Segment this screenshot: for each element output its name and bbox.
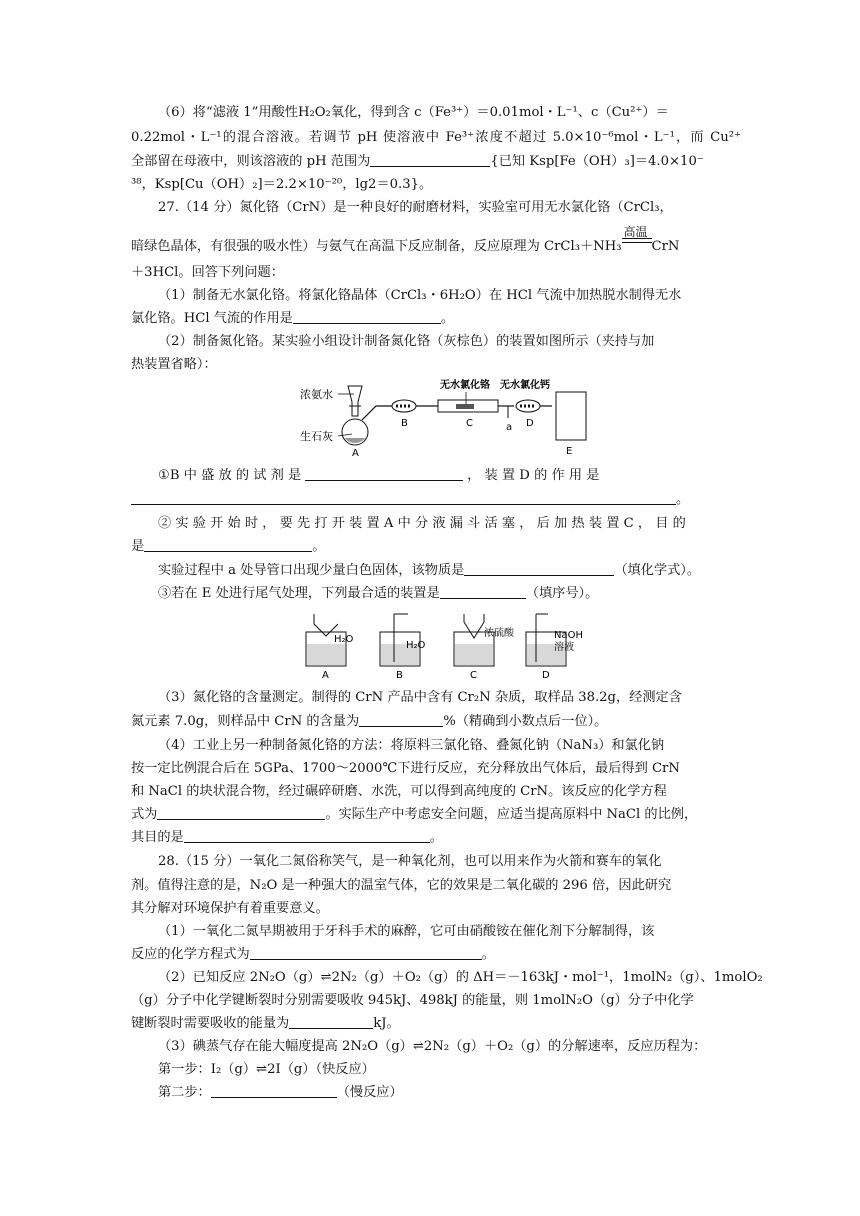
answer-blank-white-solid[interactable] bbox=[464, 561, 614, 576]
q27-4-line5 bbox=[131, 828, 741, 848]
q27-3-line2 bbox=[131, 712, 741, 732]
decomp-text: 反应的化学方程式为 bbox=[131, 947, 250, 962]
label-D: D bbox=[526, 418, 534, 429]
funnel-c bbox=[464, 614, 484, 638]
separatory-funnel bbox=[348, 386, 362, 416]
q28-title-line2: 剂。值得注意的是，N₂O 是一种强大的温室气体，它的效果是二氧化碳的 296 倍，因此研究 bbox=[131, 878, 672, 893]
q28-1-line1: （1）一氧化二氮早期被用于牙科手术的麻醉，它可由硝酸铵在催化剂下分解制得，该 bbox=[158, 924, 655, 939]
q27-2-sub3 bbox=[158, 584, 741, 604]
white-solid-text: 实验过程中 a 处导管口出现少量白色固体，该物质是 bbox=[158, 563, 465, 578]
q26-6-line4: ³⁸，Ksp[Cu（OH）₂]＝2.2×10⁻²⁰，lg2＝0.3}。 bbox=[131, 177, 433, 192]
equation-text: 式为 bbox=[131, 807, 158, 822]
q28-3-step2 bbox=[158, 1083, 768, 1103]
q28-title-line1: 28.（15 分）一氧化二氮俗称笑气，是一种氧化剂，也可以用来作为火箭和赛车的氧化 bbox=[158, 854, 662, 869]
q27-2-sub2-line1: ② 实 验 开 始 时 ， 要 先 打 开 装 置 A 中 分 液 漏 斗 活 塞 ， 后 加 热 装 置 C ， 目 的 bbox=[158, 516, 686, 531]
answer-blank-d-role[interactable] bbox=[131, 490, 676, 505]
precision-note: %（精确到小数点后一位）。 bbox=[443, 714, 608, 729]
answer-blank-crn-content[interactable] bbox=[359, 712, 443, 727]
label-device-C: C bbox=[470, 670, 477, 680]
q26-6-line2: 0.22mol・L⁻¹的混合溶液。若调节 pH 使溶液中 Fe³⁺浓度不超过 5.0×10⁻⁶mol・L⁻¹，而 Cu²⁺ bbox=[131, 130, 741, 145]
beaker-d-label-2: 溶液 bbox=[554, 642, 574, 653]
sub1-text-b: ①B 中 盛 放 的 试 剂 是 bbox=[158, 468, 302, 483]
q27-title-line1: 27.（14 分）氮化铬（CrN）是一种良好的耐磨材料，实验室可用无水氯化铬（CrCl₃， bbox=[158, 200, 673, 215]
label-anhydrous-cacl2: 无水氯化钙 bbox=[500, 380, 550, 391]
reaction-condition: 高温 bbox=[623, 225, 648, 239]
q27-title-line3: ＋3HCl。回答下列问题： bbox=[131, 265, 284, 280]
q27-2-sub2-line3 bbox=[158, 561, 741, 581]
q27-4-line4 bbox=[131, 805, 741, 825]
answer-blank-b-reagent[interactable] bbox=[305, 466, 463, 481]
label-A: A bbox=[352, 448, 359, 458]
q27-2-line2: 热装置省略）： bbox=[131, 357, 217, 372]
funnel-a bbox=[314, 614, 338, 636]
q27-1-text: 氯化铬。HCl 气流的作用是 bbox=[131, 311, 293, 326]
beaker-b-label: H₂O bbox=[406, 640, 426, 651]
period: 。 bbox=[676, 492, 690, 507]
period: 。 bbox=[312, 539, 326, 554]
label-a: a bbox=[506, 422, 513, 433]
label-quicklime: 生石灰 bbox=[300, 430, 333, 443]
beaker-d-label-1: NaOH bbox=[554, 630, 583, 641]
q27-2-sub1-line1 bbox=[158, 466, 741, 486]
tube-a-b bbox=[362, 406, 392, 420]
answer-blank-equation[interactable] bbox=[157, 805, 325, 820]
q27-2-sub1-line2 bbox=[131, 490, 741, 510]
answer-blank-purpose[interactable] bbox=[144, 537, 312, 552]
q27-4-line1: （4）工业上另一种制备氮化铬的方法：将原料三氯化铬、叠氮化钠（NaN₃）和氯化钠 bbox=[158, 738, 665, 753]
q27-reaction-left: 暗绿色晶体，有很强的吸水性）与氨气在高温下反应制备，反应原理为 CrCl₃＋NH₃ bbox=[131, 239, 622, 254]
beaker-a-label: H₂O bbox=[334, 634, 354, 645]
q27-title-line2 bbox=[131, 225, 741, 257]
q27-4-line2: 按一定比例混合后在 5GPa、1700～2000℃下进行反应，充分释放出气体后，最后得到 CrN bbox=[131, 761, 680, 776]
q28-2-line2: （g）分子中化学键断裂时分别需要吸收 945kJ、498kJ 的能量，则 1molN₂O（g）分子中化学 bbox=[131, 993, 694, 1008]
q27-2-sub2-line2 bbox=[131, 537, 741, 557]
q28-2-line3 bbox=[131, 1014, 741, 1034]
period: 。 bbox=[429, 830, 443, 845]
beaker-a-liquid bbox=[307, 644, 345, 665]
label-anhydrous-crcl3: 无水氯化铬 bbox=[440, 380, 490, 391]
sub2-text: 是 bbox=[131, 539, 145, 554]
beaker-c-liquid bbox=[455, 644, 493, 665]
slow-reaction-note: （慢反应） bbox=[336, 1085, 403, 1100]
sub1-text-d: ， 装 置 D 的 作 用 是 bbox=[467, 468, 600, 483]
q26-6-line3-known: {已知 Ksp[Fe（OH）₃]＝4.0×10⁻ bbox=[490, 154, 704, 169]
period: 。 bbox=[481, 947, 495, 962]
q27-reaction-right: CrN bbox=[651, 239, 680, 254]
fill-formula-note: （填化学式）。 bbox=[614, 563, 701, 578]
q26-6-line3 bbox=[131, 152, 741, 172]
q28-2-line1: （2）已知反应 2N₂O（g）⇌2N₂（g）＋O₂（g）的 ΔH＝－163kJ・mol⁻¹，1molN₂（g）、1molO₂ bbox=[158, 970, 763, 985]
box-e bbox=[556, 392, 586, 440]
purpose-text: 其目的是 bbox=[131, 830, 184, 845]
step2-text: 第二步： bbox=[158, 1085, 211, 1100]
tail-gas-devices bbox=[298, 608, 588, 680]
q28-3-step1: 第一步：I₂（g）⇌2I（g）（快反应） bbox=[158, 1062, 375, 1077]
equal-bar-bottom bbox=[622, 242, 652, 243]
period: 。 bbox=[440, 311, 455, 326]
q28-1-line2 bbox=[131, 945, 741, 965]
unit-kj: kJ。 bbox=[373, 1016, 400, 1031]
answer-blank-ph-range[interactable] bbox=[370, 152, 490, 167]
label-conc-ammonia: 浓氨水 bbox=[300, 388, 333, 401]
answer-blank-device[interactable] bbox=[440, 584, 526, 599]
answer-blank-nacl-purpose[interactable] bbox=[184, 828, 430, 843]
leader-quicklime bbox=[338, 434, 352, 436]
q26-6-line1: （6）将“滤液 1”用酸性H₂O₂氧化，得到含 c（Fe³⁺）＝0.01mol・L⁻¹、c（Cu²⁺）＝ bbox=[158, 105, 669, 120]
q27-1-line1: （1）制备无水氯化铬。将氯化铬晶体（CrCl₃・6H₂O）在 HCl 气流中加热脱水制得无水 bbox=[158, 288, 682, 303]
apparatus-diagram bbox=[296, 376, 596, 458]
q26-6-line3-text: 全部留在母液中，则该溶液的 pH 范围为 bbox=[131, 154, 371, 169]
safety-text: 。实际生产中考虑安全问题，应适当提高原料中 NaCl 的比例， bbox=[325, 807, 698, 822]
crcl3-sample bbox=[456, 404, 474, 409]
q27-3-line1: （3）氮化铬的含量测定。制得的 CrN 产品中含有 Cr₂N 杂质，取样品 38.2g，经测定含 bbox=[158, 690, 682, 705]
label-E: E bbox=[566, 446, 573, 457]
high-temp-arrow bbox=[622, 225, 652, 250]
answer-blank-step2[interactable] bbox=[211, 1083, 337, 1098]
answer-blank-hcl-role[interactable] bbox=[293, 309, 441, 324]
q28-title-line3: 其分解对环境保护有着重要意义。 bbox=[131, 901, 329, 916]
q28-3-line1: （3）碘蒸气存在能大幅度提高 2N₂O（g）⇌2N₂（g）＋O₂（g）的分解速率，反应历程为： bbox=[158, 1039, 707, 1054]
sub3-text: ③若在 E 处进行尾气处理，下列最合适的装置是 bbox=[158, 586, 440, 601]
q27-2-line1: （2）制备氮化铬。某实验小组设计制备氮化铬（灰棕色）的装置如图所示（夹持与加 bbox=[158, 334, 655, 349]
q27-4-line3: 和 NaCl 的块状混合物，经过碾碎研磨、水洗，可以得到高纯度的 CrN。该反应的化学方程 bbox=[131, 784, 667, 799]
label-device-A: A bbox=[322, 670, 329, 680]
bond-energy-text: 键断裂时需要吸收的能量为 bbox=[131, 1016, 290, 1031]
q27-1-line2 bbox=[131, 309, 741, 329]
label-B: B bbox=[401, 418, 408, 429]
label-C: C bbox=[466, 418, 473, 429]
crn-content-text: 氮元素 7.0g，则样品中 CrN 的含量为 bbox=[131, 714, 360, 729]
label-device-B: B bbox=[396, 670, 403, 680]
answer-blank-bond-energy[interactable] bbox=[289, 1014, 373, 1029]
equal-bar-top bbox=[622, 238, 652, 239]
beaker-c-label: 浓硫酸 bbox=[484, 628, 514, 639]
answer-blank-decomp-equation[interactable] bbox=[250, 945, 482, 960]
fill-number-note: （填序号）。 bbox=[525, 586, 599, 601]
label-device-D: D bbox=[542, 670, 550, 680]
